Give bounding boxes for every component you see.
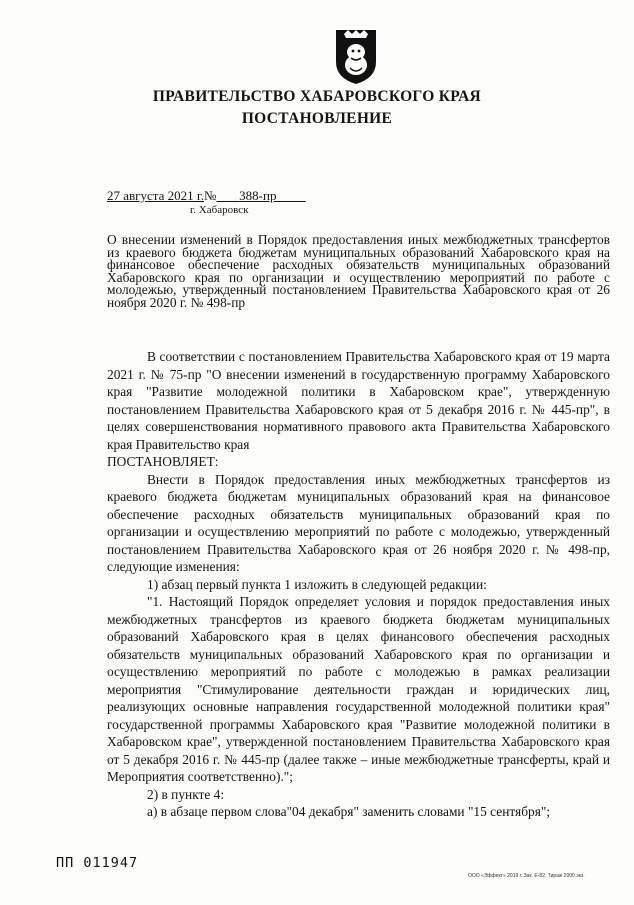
form-serial-number: ПП 011947 xyxy=(56,855,139,871)
decree-date-number xyxy=(107,188,306,204)
city-label: г. Хабаровск xyxy=(190,204,249,216)
item-2-paragraph: 2) в пункте 4: xyxy=(147,786,225,802)
document-type-title: ПОСТАНОВЛЕНИЕ xyxy=(241,110,393,127)
decree-date: 27 августа 2021 г. xyxy=(107,188,204,203)
coat-of-arms-icon xyxy=(332,28,380,86)
number-sign: № xyxy=(204,188,217,203)
item-2a-paragraph: а) в абзаце первом слова"04 декабря" заменить словами "15 сентября"; xyxy=(147,804,551,819)
number-underline-right xyxy=(276,188,305,203)
decree-number: 388-пр xyxy=(239,188,277,203)
item-1-paragraph: 1) абзац первый пункта 1 изложить в следующей редакции: xyxy=(147,576,487,592)
decree-subject: О внесении изменений в Порядок предоставления иных межбюджетных трансфертов из краевого бюджета бюджетам муниципальных образований Хабаровского края на финансовое обеспечение расходных обязательств муниципальных образований Хабаровского края по организации и осуществлению мероприятий по работе с молодежью, утвержденный постановлением Правительства Хабаровского края от 26 ноября 2020 г. № 498-пр xyxy=(107,232,610,310)
resolves-heading: ПОСТАНОВЛЯЕТ: xyxy=(107,454,219,469)
amendment-paragraph: Внести в Порядок предоставления иных межбюджетных трансфертов из краевого бюджета бюджетам муниципальных образований края на финансовое обеспечение расходных обязательств муниципальных образований края по организации и осуществлению мероприятий по работе с молодежью, утвержденный постановлением Правительства Хабаровского края от 26 ноября 2020 г. № 498-пр, следующие изменения: xyxy=(107,471,610,574)
printer-imprint: ООО «Эффект» 2019 г. Зак. Е-82. Тираж 2000 экз. xyxy=(468,873,585,879)
number-underline-left xyxy=(216,188,239,203)
government-title: ПРАВИТЕЛЬСТВО ХАБАРОВСКОГО КРАЯ xyxy=(152,88,482,105)
preamble-paragraph: В соответствии с постановлением Правительства Хабаровского края от 19 марта 2021 г. № 75-пр "О внесении изменений в государственную программу Хабаровского края "Развитие молодежной политики в Хабаровском крае", утвержденную постановлением Правительства Хабаровского края от 5 декабря 2016 г. № 445-пр", в целях совершенствования нормативного правового акта Правительства Хабаровского края Правительство края xyxy=(107,349,610,452)
quoted-clause-paragraph: "1. Настоящий Порядок определяет условия и порядок предоставления иных межбюджетных трансфертов из краевого бюджета бюджетам муниципальных образований Хабаровского края в целях финансового обеспечения расходных обязательств муниципальных образований Хабаровского края по организации и осуществлению мероприятий по работе с молодежью в рамках реализации мероприятия "Стимулирование деятельности граждан и юридических лиц, реализующих основные направления государственной молодежной политики края" государственной программы Хабаровского края "Развитие молодежной политики в Хабаровском крае", утвержденной постановлением Правительства Хабаровского края от 5 декабря 2016 г. № 445-пр (далее также – иные межбюджетные трансферты, край и Мероприятия соответственно)."; xyxy=(107,594,610,784)
decree-body xyxy=(107,348,610,821)
